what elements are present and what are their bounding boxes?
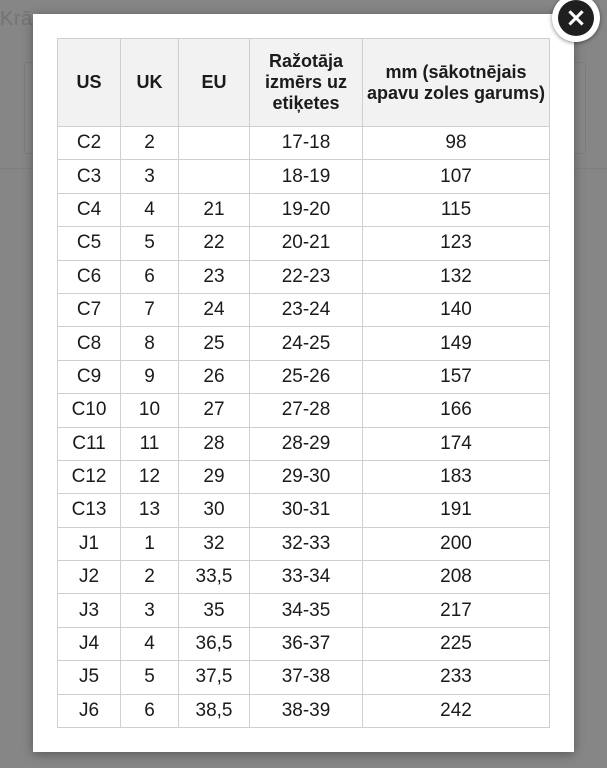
cell-mm-length: 191 (363, 494, 550, 527)
table-row (58, 193, 550, 226)
cell-manufacturer-size: 34-35 (250, 594, 363, 627)
cell-us: J4 (58, 627, 121, 660)
table-row (58, 127, 550, 160)
cell-us: C11 (58, 427, 121, 460)
cell-manufacturer-size: 30-31 (250, 494, 363, 527)
cell-manufacturer-size: 36-37 (250, 627, 363, 660)
cell-eu: 33,5 (179, 561, 250, 594)
cell-eu: 27 (179, 394, 250, 427)
cell-manufacturer-size: 32-33 (250, 527, 363, 560)
table-row (58, 661, 550, 694)
table-row (58, 460, 550, 493)
cell-uk: 1 (121, 527, 179, 560)
cell-us: C6 (58, 260, 121, 293)
cell-mm-length: 233 (363, 661, 550, 694)
cell-manufacturer-size: 25-26 (250, 360, 363, 393)
cell-us: C2 (58, 127, 121, 160)
cell-us: C13 (58, 494, 121, 527)
cell-eu: 29 (179, 460, 250, 493)
cell-uk: 13 (121, 494, 179, 527)
background-heading: Krā (0, 8, 33, 30)
table-row (58, 694, 550, 727)
cell-mm-length: 157 (363, 360, 550, 393)
cell-manufacturer-size: 24-25 (250, 327, 363, 360)
cell-eu: 26 (179, 360, 250, 393)
cell-eu: 37,5 (179, 661, 250, 694)
cell-eu: 35 (179, 594, 250, 627)
cell-us: C3 (58, 160, 121, 193)
cell-mm-length: 217 (363, 594, 550, 627)
table-row (58, 293, 550, 326)
table-row (58, 394, 550, 427)
cell-us: J5 (58, 661, 121, 694)
cell-mm-length: 225 (363, 627, 550, 660)
table-body (58, 127, 550, 728)
cell-uk: 12 (121, 460, 179, 493)
cell-manufacturer-size: 20-21 (250, 227, 363, 260)
cell-uk: 7 (121, 293, 179, 326)
cell-manufacturer-size: 17-18 (250, 127, 363, 160)
cell-mm-length: 174 (363, 427, 550, 460)
close-icon: × (558, 0, 594, 36)
table-row (58, 627, 550, 660)
cell-us: J1 (58, 527, 121, 560)
cell-us: C7 (58, 293, 121, 326)
cell-mm-length: 183 (363, 460, 550, 493)
cell-uk: 3 (121, 160, 179, 193)
cell-uk: 4 (121, 193, 179, 226)
size-chart-table (57, 38, 550, 728)
table-row (58, 594, 550, 627)
cell-manufacturer-size: 18-19 (250, 160, 363, 193)
cell-eu: 24 (179, 293, 250, 326)
cell-mm-length: 115 (363, 193, 550, 226)
table-row (58, 527, 550, 560)
cell-mm-length: 208 (363, 561, 550, 594)
cell-eu: 32 (179, 527, 250, 560)
cell-us: J6 (58, 694, 121, 727)
cell-us: J2 (58, 561, 121, 594)
cell-manufacturer-size: 28-29 (250, 427, 363, 460)
cell-uk: 5 (121, 227, 179, 260)
cell-us: C9 (58, 360, 121, 393)
cell-uk: 2 (121, 127, 179, 160)
cell-uk: 2 (121, 561, 179, 594)
cell-mm-length: 123 (363, 227, 550, 260)
cell-uk: 11 (121, 427, 179, 460)
table-row (58, 427, 550, 460)
cell-eu: 28 (179, 427, 250, 460)
cell-mm-length: 242 (363, 694, 550, 727)
header-manufacturer-size: Ražotāja izmērs uz etiķetes (250, 39, 363, 127)
cell-manufacturer-size: 27-28 (250, 394, 363, 427)
cell-uk: 6 (121, 694, 179, 727)
cell-uk: 6 (121, 260, 179, 293)
table-header-row (58, 39, 550, 127)
cell-mm-length: 132 (363, 260, 550, 293)
table-row (58, 260, 550, 293)
cell-mm-length: 98 (363, 127, 550, 160)
cell-us: C8 (58, 327, 121, 360)
cell-us: C12 (58, 460, 121, 493)
cell-mm-length: 149 (363, 327, 550, 360)
table-row (58, 327, 550, 360)
cell-manufacturer-size: 19-20 (250, 193, 363, 226)
cell-eu: 21 (179, 193, 250, 226)
cell-mm-length: 107 (363, 160, 550, 193)
cell-us: C4 (58, 193, 121, 226)
cell-mm-length: 200 (363, 527, 550, 560)
cell-uk: 8 (121, 327, 179, 360)
cell-uk: 9 (121, 360, 179, 393)
table-row (58, 360, 550, 393)
cell-manufacturer-size: 23-24 (250, 293, 363, 326)
table-row (58, 494, 550, 527)
cell-us: J3 (58, 594, 121, 627)
cell-eu (179, 127, 250, 160)
cell-us: C10 (58, 394, 121, 427)
cell-manufacturer-size: 37-38 (250, 661, 363, 694)
table-row (58, 160, 550, 193)
cell-mm-length: 166 (363, 394, 550, 427)
cell-manufacturer-size: 33-34 (250, 561, 363, 594)
table-row (58, 561, 550, 594)
cell-uk: 5 (121, 661, 179, 694)
cell-eu: 22 (179, 227, 250, 260)
cell-us: C5 (58, 227, 121, 260)
cell-eu: 23 (179, 260, 250, 293)
cell-uk: 10 (121, 394, 179, 427)
cell-manufacturer-size: 29-30 (250, 460, 363, 493)
cell-eu: 38,5 (179, 694, 250, 727)
cell-manufacturer-size: 22-23 (250, 260, 363, 293)
cell-eu: 36,5 (179, 627, 250, 660)
cell-mm-length: 140 (363, 293, 550, 326)
header-us: US (58, 39, 121, 127)
cell-uk: 4 (121, 627, 179, 660)
header-mm-length: mm (sākotnējais apavu zoles garums) (363, 39, 550, 127)
cell-eu: 25 (179, 327, 250, 360)
cell-manufacturer-size: 38-39 (250, 694, 363, 727)
table-row (58, 227, 550, 260)
header-eu: EU (179, 39, 250, 127)
cell-uk: 3 (121, 594, 179, 627)
cell-eu: 30 (179, 494, 250, 527)
cell-eu (179, 160, 250, 193)
header-uk: UK (121, 39, 179, 127)
